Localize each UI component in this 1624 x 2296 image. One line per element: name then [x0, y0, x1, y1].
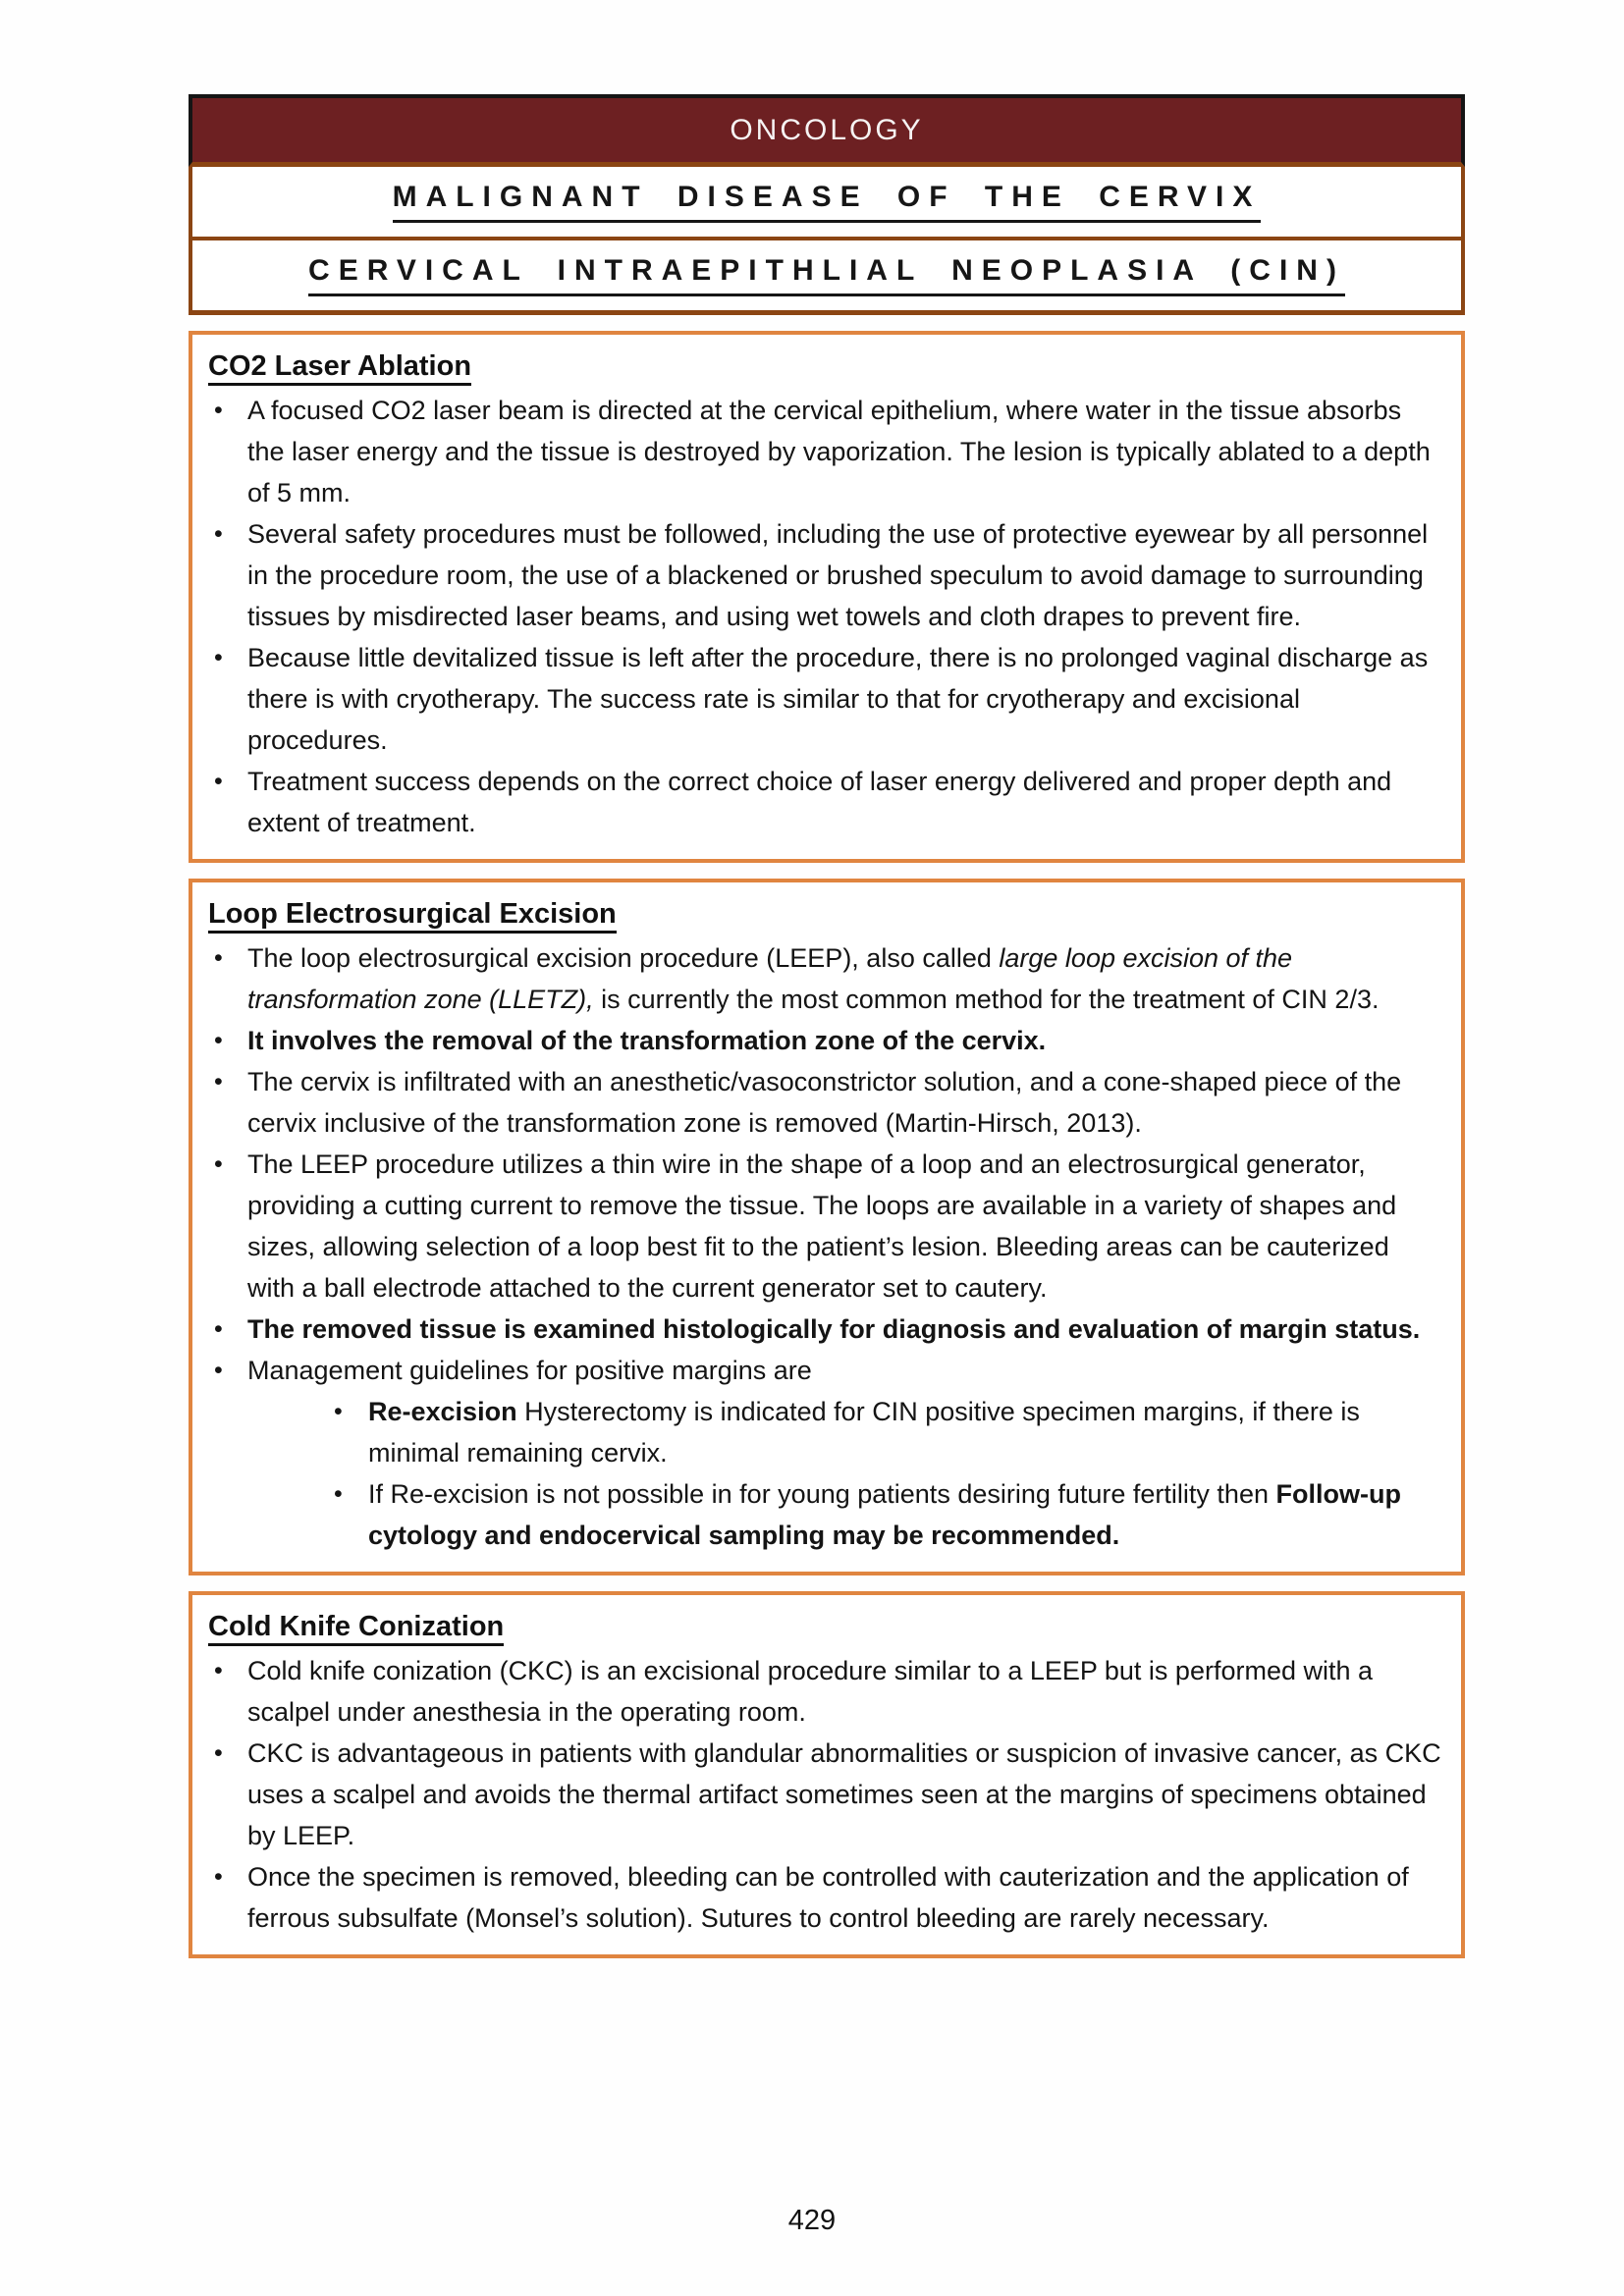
bullet-item	[208, 513, 1443, 637]
page-content	[189, 94, 1465, 1958]
text-run: Hysterectomy is indicated for CIN positive specimen margins, if there is minimal remaining cervix.	[368, 1397, 1360, 1468]
sections	[189, 331, 1465, 1958]
text-run: large loop excision of the transformation zone (LLETZ),	[247, 943, 1293, 1014]
category-banner	[189, 94, 1465, 167]
bullet-item	[208, 390, 1443, 513]
text-run: Follow-up cytology and endocervical sampling may be recommended.	[368, 1479, 1401, 1550]
bullet-item	[208, 1144, 1443, 1308]
text-run: Cold knife conization (CKC) is an excisional procedure similar to a LEEP but is performed with a scalpel under anesthesia in the operating room.	[247, 1656, 1374, 1727]
bullet-item	[208, 1733, 1443, 1856]
bullet-item	[208, 1061, 1443, 1144]
text-run: Management guidelines for positive margins are	[247, 1356, 812, 1385]
bullet-item	[208, 1350, 1443, 1556]
section-heading-text: CO2 Laser Ablation	[208, 350, 471, 386]
bullet-list	[208, 1650, 1443, 1939]
bullet-list	[208, 937, 1443, 1556]
text-run: CKC is advantageous in patients with glandular abnormalities or suspicion of invasive cancer, as CKC uses a scalpel and avoids the thermal artifact sometimes seen at the margins of specimens obtained by LEEP.	[247, 1738, 1441, 1850]
category-banner-text: ONCOLOGY	[730, 113, 924, 146]
sub-bullet-item	[247, 1473, 1443, 1556]
text-run: The loop electrosurgical excision procedure (LEEP), also called	[247, 943, 1000, 973]
text-run: is currently the most common method for the treatment of CIN 2/3.	[593, 985, 1380, 1014]
section-heading	[208, 892, 1443, 935]
bullet-item	[208, 1856, 1443, 1939]
bullet-item	[208, 761, 1443, 843]
text-run: Several safety procedures must be followed, including the use of protective eyewear by all personnel in the procedure room, the use of a blackened or brushed speculum to avoid damage to surrounding tissues by misdirected laser beams, and using wet towels and cloth drapes to prevent fire.	[247, 519, 1429, 631]
bullet-item	[208, 1020, 1443, 1061]
text-run: Treatment success depends on the correct choice of laser energy delivered and proper depth and extent of treatment.	[247, 767, 1392, 837]
bullet-item	[208, 1650, 1443, 1733]
section-heading	[208, 345, 1443, 388]
text-run: The cervix is infiltrated with an anesthetic/vasoconstrictor solution, and a cone-shaped piece of the cervix inclusive of the transformation zone is removed (Martin-Hirsch, 2013).	[247, 1067, 1402, 1138]
bullet-list	[208, 390, 1443, 843]
section-heading	[208, 1605, 1443, 1648]
text-run: If Re-excision is not possible in for young patients desiring future fertility then	[368, 1479, 1276, 1509]
page-subtitle: CERVICAL INTRAEPITHLIAL NEOPLASIA (CIN)	[308, 254, 1345, 296]
section-box	[189, 1591, 1465, 1958]
page-title-box	[189, 167, 1465, 240]
section-box	[189, 879, 1465, 1575]
sub-bullet-list	[247, 1391, 1443, 1556]
text-run: Once the specimen is removed, bleeding can be controlled with cauterization and the application of ferrous subsulfate (Monsel’s solution). Sutures to control bleeding are rarely necessary.	[247, 1862, 1409, 1933]
text-run: Re-excision	[368, 1397, 517, 1426]
text-run: A focused CO2 laser beam is directed at the cervical epithelium, where water in the tissue absorbs the laser energy and the tissue is destroyed by vaporization. The lesion is typically ablated to a depth of 5 mm.	[247, 396, 1431, 507]
page-number: 429	[787, 2205, 837, 2236]
text-run: The removed tissue is examined histologically for diagnosis and evaluation of margin status.	[247, 1314, 1421, 1344]
bullet-item	[208, 637, 1443, 761]
section-heading-text: Loop Electrosurgical Excision	[208, 898, 617, 934]
section-box	[189, 331, 1465, 863]
text-run: Because little devitalized tissue is left after the procedure, there is no prolonged vaginal discharge as there is with cryotherapy. The success rate is similar to that for cryotherapy and excisional procedures.	[247, 643, 1429, 755]
sub-bullet-item	[247, 1391, 1443, 1473]
text-run: The LEEP procedure utilizes a thin wire in the shape of a loop and an electrosurgical generator, providing a cutting current to remove the tissue. The loops are available in a variety of shapes and sizes, allowing selection of a loop best fit to the patient’s lesion. Bleeding areas can be cauterized with a ball electrode attached to the current generator set to cautery.	[247, 1149, 1397, 1303]
page-subtitle-box	[189, 240, 1465, 315]
bullet-item	[208, 1308, 1443, 1350]
text-run: It involves the removal of the transformation zone of the cervix.	[247, 1026, 1047, 1055]
section-heading-text: Cold Knife Conization	[208, 1611, 504, 1646]
page-title: MALIGNANT DISEASE OF THE CERVIX	[393, 181, 1262, 223]
bullet-item	[208, 937, 1443, 1020]
